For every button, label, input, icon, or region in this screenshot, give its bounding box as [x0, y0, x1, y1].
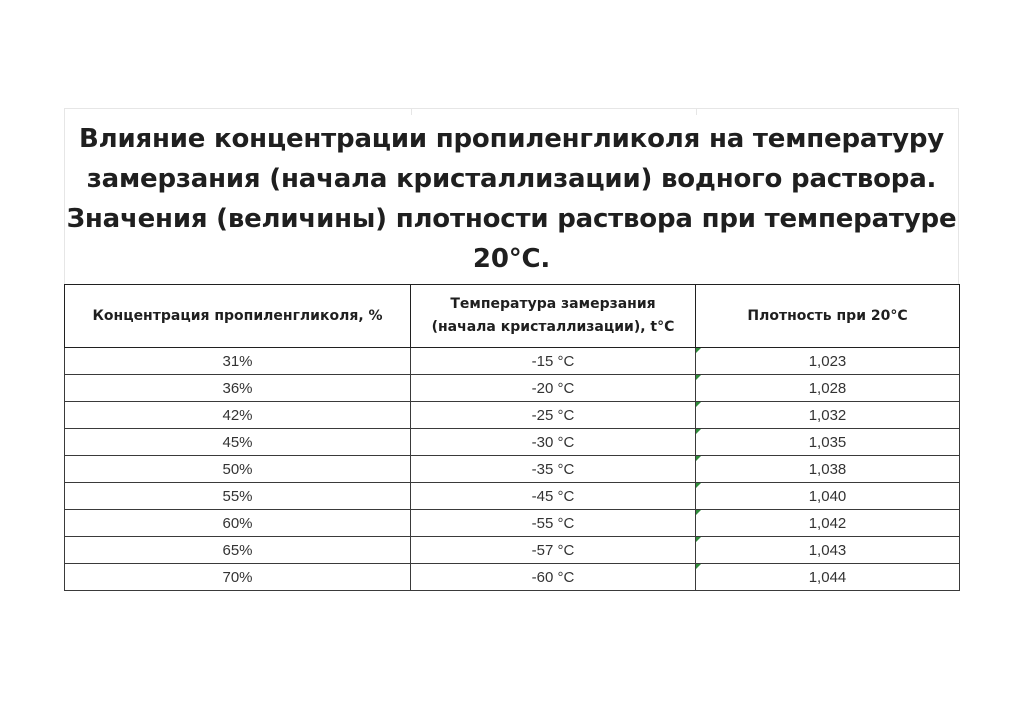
cell-density-value: 1,040 [808, 487, 847, 505]
table-row [65, 510, 960, 537]
cell-freezing-temperature[interactable]: -60 °C [411, 564, 696, 591]
number-as-text-marker-icon [696, 375, 701, 380]
cell-density[interactable] [696, 456, 960, 483]
number-as-text-marker-icon [696, 456, 701, 461]
cell-density[interactable] [696, 510, 960, 537]
cell-concentration[interactable]: 50% [65, 456, 411, 483]
cell-freezing-temperature[interactable]: -20 °C [411, 375, 696, 402]
cell-density-value: 1,042 [808, 514, 847, 532]
cell-freezing-temperature[interactable]: -30 °C [411, 429, 696, 456]
header-freezing-temperature[interactable]: Температура замерзания (начала кристаллизации), t°C [411, 285, 696, 348]
number-as-text-marker-icon [696, 564, 701, 569]
page-title: Влияние концентрации пропиленгликоля на температуру замерзания (начала кристаллизации) водного раствора. Значения (величины) плотности раствора при температуре 20°С. [66, 124, 957, 274]
cell-density-value: 1,032 [808, 406, 847, 424]
cell-concentration[interactable]: 70% [65, 564, 411, 591]
table-header-row [65, 285, 960, 348]
title-cell[interactable] [64, 108, 959, 284]
number-as-text-marker-icon [696, 429, 701, 434]
table-row [65, 375, 960, 402]
cell-density[interactable] [696, 537, 960, 564]
table-row [65, 456, 960, 483]
cell-concentration[interactable]: 31% [65, 348, 411, 375]
cell-density-value: 1,043 [808, 541, 847, 559]
cell-freezing-temperature[interactable]: -35 °C [411, 456, 696, 483]
cell-freezing-temperature[interactable]: -15 °C [411, 348, 696, 375]
table-row [65, 537, 960, 564]
cell-density[interactable] [696, 564, 960, 591]
cell-density-value: 1,044 [808, 568, 847, 586]
cell-concentration[interactable]: 65% [65, 537, 411, 564]
cell-concentration[interactable]: 55% [65, 483, 411, 510]
number-as-text-marker-icon [696, 510, 701, 515]
cell-freezing-temperature[interactable]: -57 °C [411, 537, 696, 564]
table-row [65, 483, 960, 510]
cell-freezing-temperature[interactable]: -25 °C [411, 402, 696, 429]
data-table [64, 284, 960, 591]
header-concentration[interactable]: Концентрация пропиленгликоля, % [65, 285, 411, 348]
cell-concentration[interactable]: 42% [65, 402, 411, 429]
gridline [696, 109, 697, 115]
cell-freezing-temperature[interactable]: -45 °C [411, 483, 696, 510]
cell-concentration[interactable]: 36% [65, 375, 411, 402]
cell-density-value: 1,023 [808, 352, 847, 370]
header-density[interactable]: Плотность при 20°С [696, 285, 960, 348]
number-as-text-marker-icon [696, 348, 701, 353]
table-row [65, 348, 960, 375]
cell-density[interactable] [696, 348, 960, 375]
gridline [411, 109, 412, 115]
cell-density[interactable] [696, 483, 960, 510]
cell-density[interactable] [696, 429, 960, 456]
spreadsheet-sheet [64, 108, 959, 591]
cell-freezing-temperature[interactable]: -55 °C [411, 510, 696, 537]
cell-density-value: 1,035 [808, 433, 847, 451]
table-row [65, 402, 960, 429]
cell-density[interactable] [696, 375, 960, 402]
cell-density-value: 1,038 [808, 460, 847, 478]
cell-concentration[interactable]: 45% [65, 429, 411, 456]
cell-density-value: 1,028 [808, 379, 847, 397]
cell-density[interactable] [696, 402, 960, 429]
number-as-text-marker-icon [696, 537, 701, 542]
cell-concentration[interactable]: 60% [65, 510, 411, 537]
number-as-text-marker-icon [696, 402, 701, 407]
table-row [65, 429, 960, 456]
table-row [65, 564, 960, 591]
number-as-text-marker-icon [696, 483, 701, 488]
